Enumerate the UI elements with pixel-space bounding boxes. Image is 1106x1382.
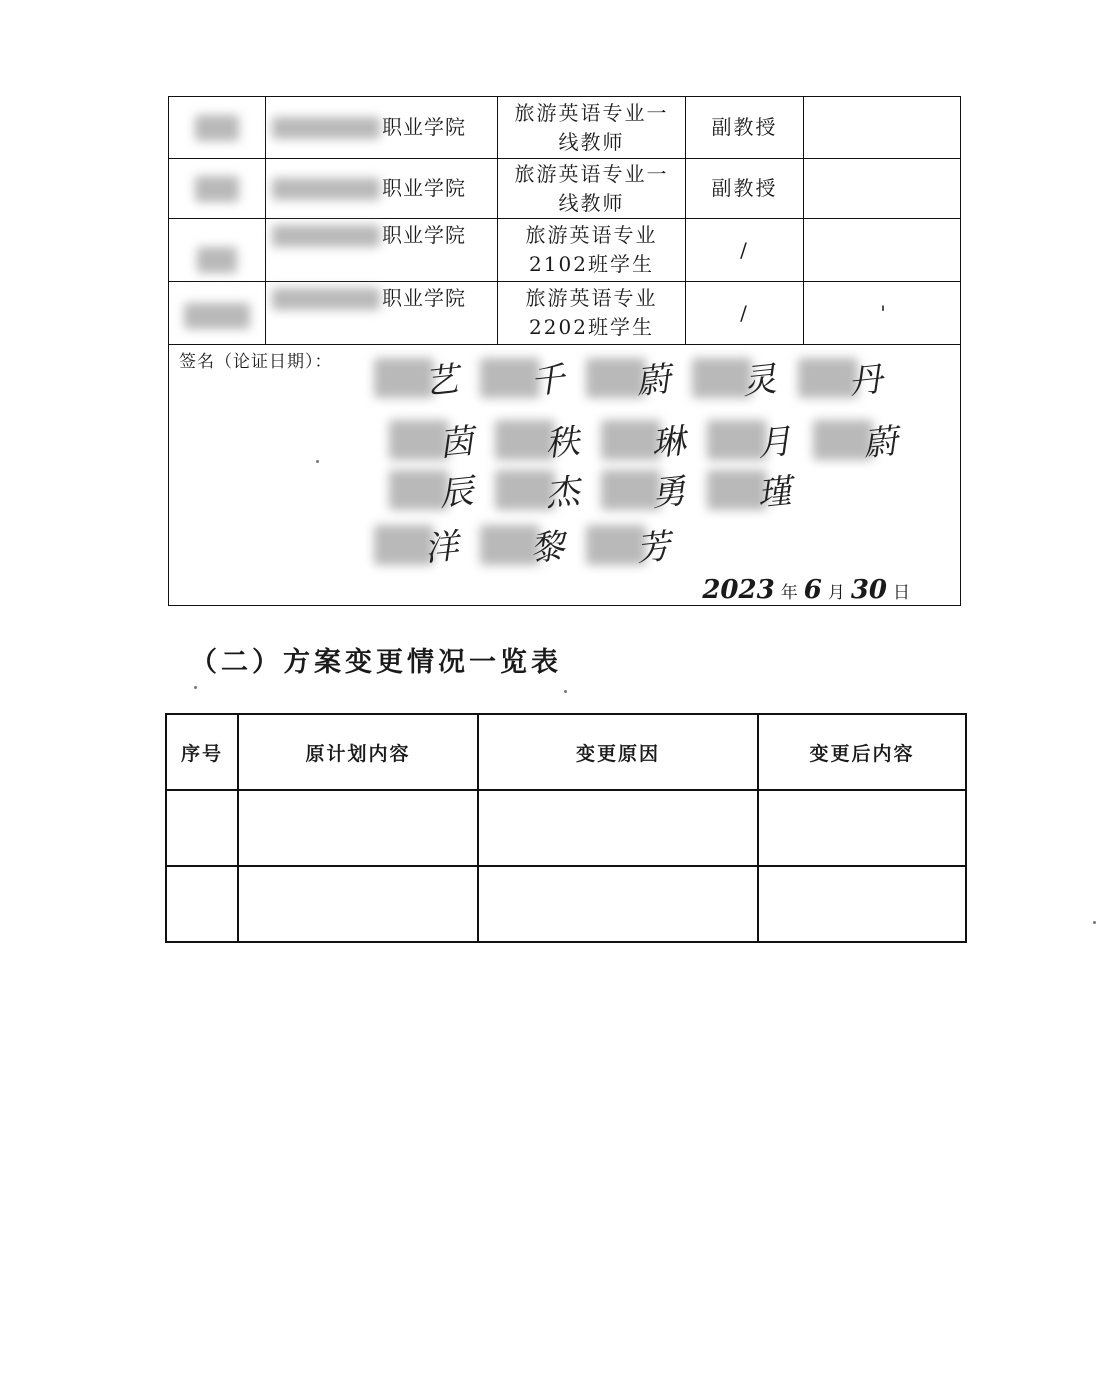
signature-item: 茵: [389, 415, 473, 464]
role-cell: 旅游英语专业一 线教师: [498, 159, 686, 218]
member-table: [168, 96, 961, 606]
table-cell: [238, 866, 478, 942]
table-cell: [238, 790, 478, 866]
table-cell: [758, 866, 966, 942]
table-cell: [758, 790, 966, 866]
signature-item: 蔚: [813, 415, 897, 464]
signature-item: 千: [480, 353, 564, 402]
table-cell: [478, 790, 758, 866]
school-cell: 职业学院: [266, 219, 498, 281]
name-cell: [169, 219, 266, 281]
signature-item: 灵: [692, 353, 776, 402]
header-change-reason: 变更原因: [478, 714, 758, 790]
signature-item: 月: [707, 415, 791, 464]
change-table: [165, 713, 967, 943]
signature-item: 杰: [495, 465, 579, 514]
table-row: [166, 790, 966, 866]
name-cell: [169, 97, 266, 158]
signature-area: [169, 345, 960, 607]
signature-item: 勇: [601, 465, 685, 514]
role-cell: 旅游英语专业 2202班学生: [498, 282, 686, 344]
signature-item: 琳: [601, 415, 685, 464]
title-cell: /: [686, 219, 804, 281]
signature-row: [374, 353, 904, 402]
signature-item: 洋: [374, 520, 458, 569]
signature-label: 签名（论证日期）：: [179, 352, 333, 372]
note-cell: [804, 159, 962, 218]
header-changed-content: 变更后内容: [758, 714, 966, 790]
table-cell: [166, 866, 238, 942]
title-cell: 副教授: [686, 97, 804, 158]
signature-item: 芳: [586, 520, 670, 569]
name-cell: [169, 282, 266, 344]
table-cell: [478, 866, 758, 942]
signature-item: 艺: [374, 353, 458, 402]
table-header-row: [166, 714, 966, 790]
school-cell: 职业学院: [266, 159, 498, 218]
scan-speck: [316, 460, 319, 463]
signature-item: 丹: [798, 353, 882, 402]
date-month: 6: [803, 575, 822, 605]
header-original-plan: 原计划内容: [238, 714, 478, 790]
table-row: [169, 159, 960, 219]
signature-item: 瑾: [707, 465, 791, 514]
note-cell: [804, 219, 962, 281]
signature-row: [374, 520, 692, 569]
table-row: [169, 282, 960, 345]
scan-speck: [1093, 921, 1096, 924]
role-cell: 旅游英语专业一 线教师: [498, 97, 686, 158]
role-cell: 旅游英语专业 2102班学生: [498, 219, 686, 281]
note-cell: [804, 97, 962, 158]
table-row: [169, 97, 960, 159]
school-cell: 职业学院: [266, 282, 498, 344]
signature-row: [389, 465, 813, 514]
title-cell: 副教授: [686, 159, 804, 218]
section-title: （二）方案变更情况一览表: [190, 647, 562, 678]
signature-item: 辰: [389, 465, 473, 514]
scan-speck: [564, 690, 567, 693]
date-year: 2023: [702, 575, 775, 605]
signature-date: 2023 年 6 月 30 日: [702, 575, 910, 605]
note-cell: ': [880, 300, 886, 325]
signature-item: 黎: [480, 520, 564, 569]
header-index: 序号: [166, 714, 238, 790]
school-cell: 职业学院: [266, 97, 498, 158]
name-cell: [169, 159, 266, 218]
scan-speck: [194, 686, 197, 689]
table-cell: [166, 790, 238, 866]
table-row: [166, 866, 966, 942]
signature-item: 秩: [495, 415, 579, 464]
signature-item: 蔚: [586, 353, 670, 402]
date-day: 30: [850, 575, 887, 605]
signature-row: [389, 415, 919, 464]
title-cell: /: [686, 282, 804, 344]
table-row: [169, 219, 960, 282]
